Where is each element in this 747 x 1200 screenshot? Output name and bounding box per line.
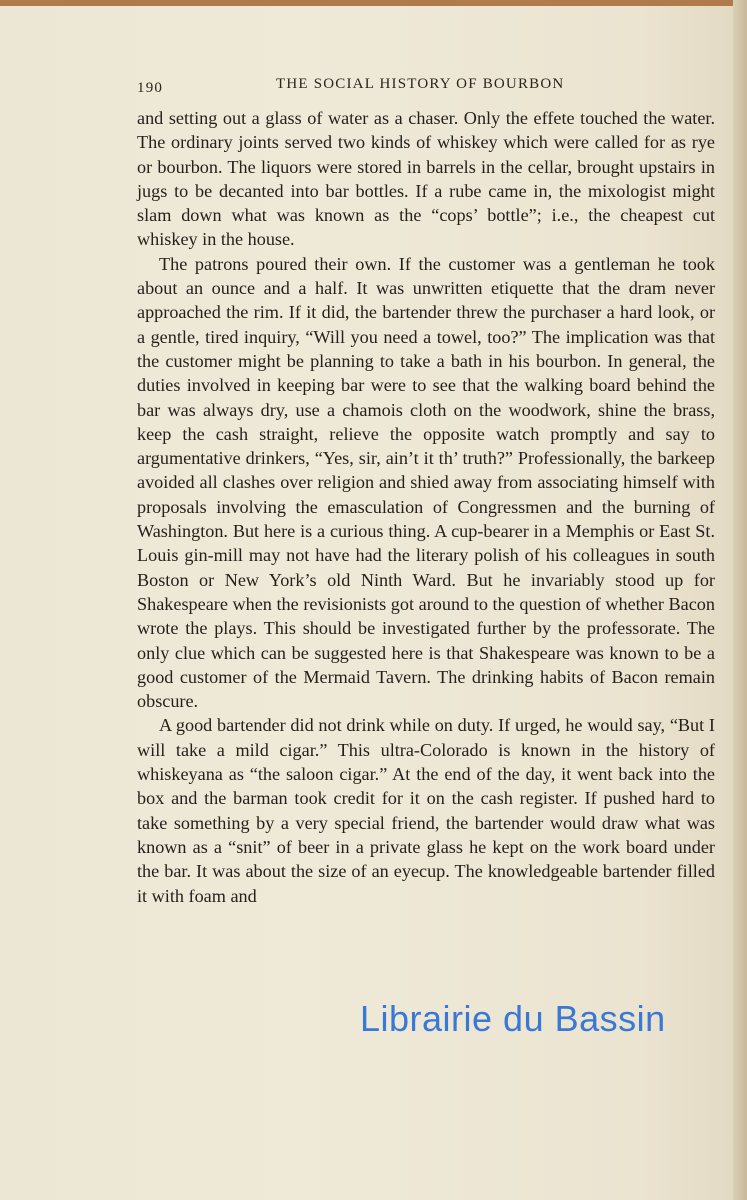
page-top-edge [0, 0, 747, 6]
running-title: THE SOCIAL HISTORY OF BOURBON [276, 76, 565, 92]
page-header [137, 76, 717, 100]
paragraph: A good bartender did not drink while on duty. If urged, he would say, “But I will take a mild cigar.” This ultra-Colorado is known in the history of whiskeyana as “the saloon cigar.” At the end of the day, it went back into the box and the barman took credit for it on the cash register. If pushed hard to take something by a very special friend, the bartender would draw what was known as a “snit” of beer in a private glass he kept on the work board under the bar. It was about the size of an eyecup. The knowledgeable bartender filled it with foam and [137, 715, 715, 906]
page-right-edge [733, 0, 747, 1200]
paragraph: The patrons poured their own. If the customer was a gentleman he took about an ounce and a half. It was unwritten etiquette that the dram never approached the rim. If it did, the bartender threw the purchaser a hard look, or a gentle, tired inquiry, “Will you need a towel, too?” The implication was that the customer might be planning to take a bath in his bourbon. In general, the duties involved in keeping bar were to see that the walking board behind the bar was always dry, use a chamois cloth on the woodwork, shine the brass, keep the cash straight, relieve the opposite watch promptly and say to argumentative drinkers, “Yes, sir, ain’t it th’ truth?” Professionally, the barkeep avoided all clashes over religion and shied away from associating himself with proposals involving the emasculation of Congressmen and the burning of Washington. But here is a curious thing. A cup-bearer in a Memphis or East St. Louis gin-mill may not have had the literary polish of his colleagues in south Boston or New York’s old Ninth Ward. But he invariably stood up for Shakespeare when the revisionists got around to the question of whether Bacon wrote the plays. This should be investigated further by the professorate. The only clue which can be suggested here is that Shakespeare was known to be a good customer of the Mermaid Tavern. The drinking habits of Bacon remain obscure. [137, 253, 715, 712]
paragraph: and setting out a glass of water as a chaser. Only the effete touched the water. The ordinary joints served two kinds of whiskey which were called for as rye or bourbon. The liquors were stored in barrels in the cellar, brought upstairs in jugs to be decanted into bar bottles. If a rube came in, the mixologist might slam down what was known as the “cops’ bottle”; i.e., the cheapest cut whiskey in the house. [137, 108, 715, 250]
page-number: 190 [137, 80, 164, 96]
body-text [137, 106, 715, 908]
watermark: Librairie du Bassin [360, 998, 666, 1039]
